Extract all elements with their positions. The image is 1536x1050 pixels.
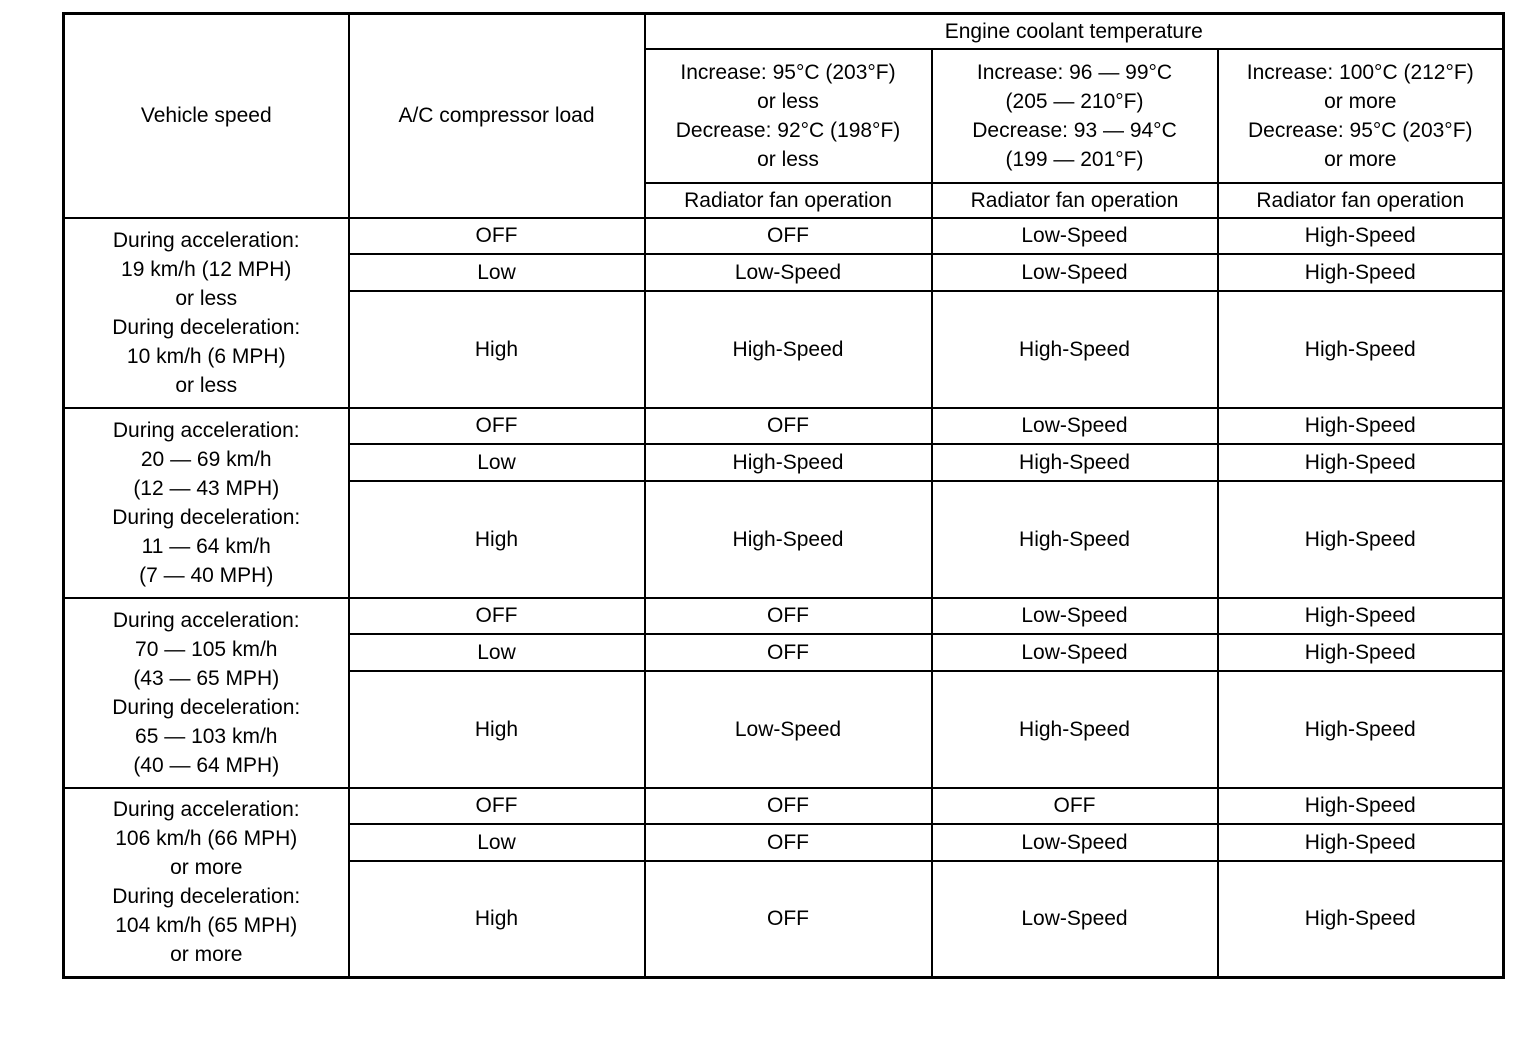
text-line: During deceleration: — [112, 695, 301, 719]
text-line: Decrease: 95°C (203°F) — [1247, 118, 1473, 142]
text-line: or more — [170, 943, 243, 967]
text-line: 106 km/h (66 MPH) — [115, 827, 298, 851]
text-line: (43 — 65 MPH) — [133, 666, 280, 690]
text-line: (199 — 201°F) — [1005, 147, 1144, 171]
ac-load-cell: Low — [349, 444, 645, 481]
text-line: (12 — 43 MPH) — [133, 476, 280, 500]
vehicle-speed-header-cell: Vehicle speed — [64, 14, 349, 218]
fan-state-cell: Low-Speed — [932, 634, 1218, 671]
fan-state-cell: High-Speed — [1218, 218, 1504, 254]
fan-state-cell: Low-Speed — [932, 861, 1218, 978]
text-line: 11 — 64 km/h — [141, 534, 271, 558]
text-line: During acceleration: — [112, 798, 300, 822]
fan-state-cell: Low-Speed — [932, 408, 1218, 444]
radiator-fan-operation-header-cell-1: Radiator fan operation — [645, 183, 932, 218]
fan-state-cell: High-Speed — [1218, 598, 1504, 634]
fan-state-cell: Low-Speed — [932, 824, 1218, 861]
vehicle-speed-group-2-cell — [64, 408, 349, 598]
temp-condition-cell-3 — [1218, 49, 1504, 183]
text-line: Increase: 95°C (203°F) — [680, 60, 896, 84]
fan-state-cell: High-Speed — [645, 481, 932, 598]
fan-state-cell: OFF — [645, 598, 932, 634]
fan-state-cell: High-Speed — [645, 444, 932, 481]
text-line: During acceleration: — [112, 608, 300, 632]
text-line: During deceleration: — [112, 885, 301, 909]
text-line: 70 — 105 km/h — [135, 637, 278, 661]
ac-compressor-load-header-cell: A/C compressor load — [349, 14, 645, 218]
fan-state-cell: Low-Speed — [645, 671, 932, 788]
fan-state-cell: OFF — [932, 788, 1218, 824]
fan-state-cell: Low-Speed — [932, 254, 1218, 291]
fan-state-cell: High-Speed — [1218, 634, 1504, 671]
fan-state-cell: Low-Speed — [932, 598, 1218, 634]
fan-state-cell: High-Speed — [645, 291, 932, 408]
fan-state-cell: High-Speed — [1218, 408, 1504, 444]
text-line: Increase: 96 — 99°C — [976, 60, 1173, 84]
text-line: or less — [175, 373, 238, 397]
text-line: 19 km/h (12 MPH) — [121, 257, 292, 281]
fan-state-cell: High-Speed — [1218, 824, 1504, 861]
text-line: (205 — 210°F) — [1005, 89, 1144, 113]
fan-state-cell: OFF — [645, 218, 932, 254]
text-line: (7 — 40 MPH) — [139, 563, 274, 587]
text-line: Decrease: 92°C (198°F) — [675, 118, 901, 142]
text-line: or more — [1324, 147, 1397, 171]
text-line: During acceleration: — [112, 418, 300, 442]
temp-condition-cell-2 — [932, 49, 1218, 183]
fan-state-cell: High-Speed — [932, 671, 1218, 788]
temp-condition-cell-1 — [645, 49, 932, 183]
fan-state-cell: High-Speed — [932, 291, 1218, 408]
fan-state-cell: High-Speed — [1218, 444, 1504, 481]
fan-state-cell: High-Speed — [1218, 788, 1504, 824]
ac-load-cell: OFF — [349, 408, 645, 444]
fan-state-cell: High-Speed — [1218, 861, 1504, 978]
ac-load-cell: OFF — [349, 598, 645, 634]
text-line: 20 — 69 km/h — [140, 447, 272, 471]
text-line: During acceleration: — [112, 228, 300, 252]
fan-state-cell: High-Speed — [1218, 481, 1504, 598]
fan-state-cell: OFF — [645, 634, 932, 671]
text-line: During deceleration: — [112, 505, 301, 529]
fan-state-cell: OFF — [645, 408, 932, 444]
vehicle-speed-group-1-cell — [64, 218, 349, 408]
text-line: (40 — 64 MPH) — [133, 753, 280, 777]
ac-load-cell: OFF — [349, 788, 645, 824]
fan-state-cell: OFF — [645, 788, 932, 824]
ac-load-cell: High — [349, 291, 645, 408]
text-line: Increase: 100°C (212°F) — [1246, 60, 1474, 84]
ac-load-cell: Low — [349, 824, 645, 861]
engine-coolant-temp-header-cell: Engine coolant temperature — [645, 14, 1504, 49]
fan-state-cell: High-Speed — [1218, 291, 1504, 408]
ac-load-cell: High — [349, 861, 645, 978]
text-line: or less — [757, 89, 819, 113]
text-line: or more — [1324, 89, 1397, 113]
text-line: 65 — 103 km/h — [135, 724, 278, 748]
fan-state-cell: OFF — [645, 824, 932, 861]
text-line: or less — [175, 286, 238, 310]
text-line: 104 km/h (65 MPH) — [115, 914, 298, 938]
text-line: or more — [170, 856, 243, 880]
ac-load-cell: OFF — [349, 218, 645, 254]
text-line: During deceleration: — [112, 315, 301, 339]
vehicle-speed-group-4-cell — [64, 788, 349, 978]
fan-state-cell: High-Speed — [932, 481, 1218, 598]
ac-load-cell: High — [349, 481, 645, 598]
text-line: 10 km/h (6 MPH) — [126, 344, 286, 368]
fan-state-cell: High-Speed — [1218, 671, 1504, 788]
fan-state-cell: High-Speed — [1218, 254, 1504, 291]
ac-load-cell: Low — [349, 634, 645, 671]
vehicle-speed-group-3-cell — [64, 598, 349, 788]
fan-state-cell: OFF — [645, 861, 932, 978]
text-line: Decrease: 93 — 94°C — [972, 118, 1177, 142]
ac-load-cell: Low — [349, 254, 645, 291]
text-line: or less — [757, 147, 819, 171]
fan-state-cell: Low-Speed — [932, 218, 1218, 254]
radiator-fan-operation-header-cell-2: Radiator fan operation — [932, 183, 1218, 218]
radiator-fan-operation-header-cell-3: Radiator fan operation — [1218, 183, 1504, 218]
fan-state-cell: Low-Speed — [645, 254, 932, 291]
radiator-fan-operation-table — [62, 12, 1505, 979]
fan-state-cell: High-Speed — [932, 444, 1218, 481]
ac-load-cell: High — [349, 671, 645, 788]
